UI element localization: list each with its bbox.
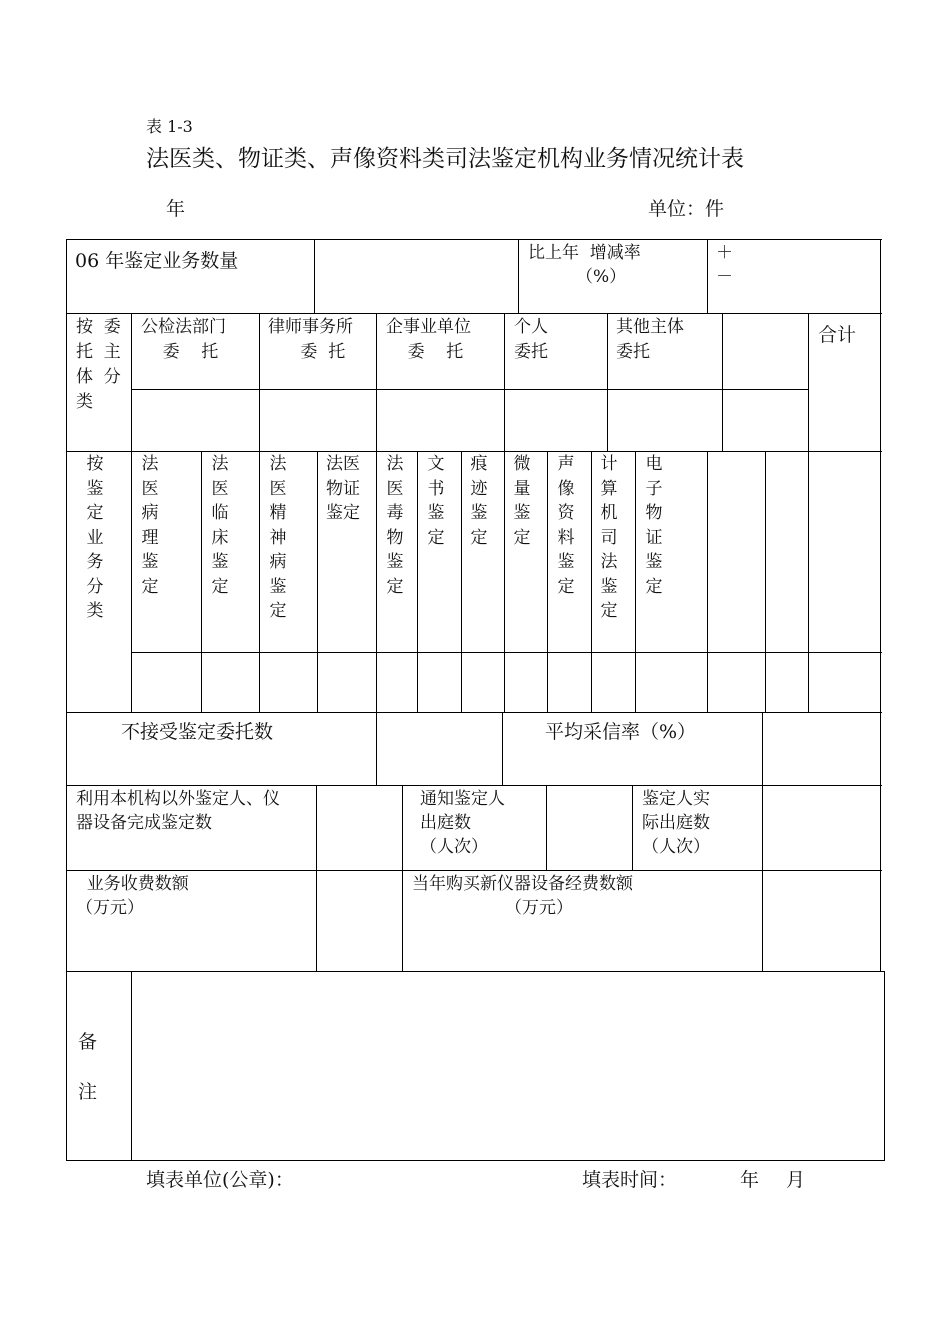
business-volume-label: 06 年鉴定业务数量 [75,250,239,272]
client-col-individual-sub: 委托 [514,342,548,362]
table-number: 表 1-3 [146,117,193,136]
type-col-forensic-toxicology: 法医毒物鉴定 [386,454,404,597]
business-fee-label-1: 业务收费数额 [76,874,189,894]
client-col-other-sub: 委托 [616,342,650,362]
type-col-document: 文书鉴定 [427,454,445,548]
actual-appearance-label-3: （人次） [642,837,710,857]
client-col-public-security: 公检法部门 [141,317,226,337]
notified-appearance-label-3: （人次） [420,837,488,857]
type-col-audio-video: 声像资料鉴定 [557,454,575,597]
external-resources-label-1: 利用本机构以外鉴定人、仪 [76,789,280,809]
rejected-entrustments-value[interactable] [377,713,502,785]
average-adoption-rate-value[interactable] [763,713,880,785]
by-type-label: 按鉴定业务分类 [86,454,104,621]
type-col-electronic-evidence: 电子物证鉴定 [645,454,663,597]
client-col-individual: 个人 [514,317,548,337]
value-cell[interactable] [723,390,808,451]
value-cell[interactable] [377,390,504,451]
plus-sign: ＋ [716,243,733,263]
fill-time-label: 填表时间： [582,1169,678,1191]
remarks-label-1: 备 [78,1031,98,1053]
equipment-funds-label-1: 当年购买新仪器设备经费数额 [412,874,633,894]
minus-sign: － [716,267,733,287]
type-col-forensic-pathology: 法医病理鉴定 [141,454,159,597]
growth-rate-unit: （%） [576,267,627,287]
client-col-enterprise-sub: 委 托 [386,342,464,362]
average-adoption-rate-label: 平均采信率（%） [545,721,697,743]
type-col-computer: 计算机司法鉴定 [600,454,618,621]
type-col-micro: 微量鉴定 [513,454,531,548]
type-col-trace: 痕迹鉴定 [470,454,488,548]
client-col-public-security-sub: 委 托 [141,342,219,362]
client-col-other: 其他主体 [616,317,684,337]
client-col-enterprise: 企事业单位 [386,317,471,337]
unit-label: 单位：件 [648,198,725,220]
value-cell[interactable] [260,390,376,451]
business-fee-label-2: （万元） [76,898,144,918]
page-title: 法医类、物证类、声像资料类司法鉴定机构业务情况统计表 [146,146,744,172]
remarks-field[interactable] [132,972,884,1160]
value-cell[interactable] [505,390,607,451]
fill-year-label: 年 [740,1169,760,1191]
by-client-label-2: 托 主 [76,342,121,362]
client-col-law-firm-sub: 委 托 [268,342,346,362]
value-cell[interactable] [608,390,722,451]
year-label: 年 [166,198,186,220]
client-col-law-firm: 律师事务所 [268,317,353,337]
fill-unit-label: 填表单位(公章)： [146,1169,294,1191]
by-client-label-4: 类 [76,392,93,412]
value-cell[interactable] [132,390,259,451]
growth-rate-label: 比上年 增减率 [528,243,641,263]
by-client-label-3: 体 分 [76,367,121,387]
notified-appearance-label-2: 出庭数 [420,813,471,833]
notified-appearance-label-1: 通知鉴定人 [420,789,505,809]
remarks-label-2: 注 [78,1081,98,1103]
equipment-funds-label-2: （万元） [505,898,573,918]
type-col-forensic-psychiatry: 法医精神病鉴定 [269,454,287,621]
rejected-entrustments-label: 不接受鉴定委托数 [121,721,274,743]
type-col-forensic-clinical: 法医临床鉴定 [211,454,229,597]
actual-appearance-label-1: 鉴定人实 [642,789,710,809]
actual-appearance-label-2: 际出庭数 [642,813,710,833]
fill-month-label: 月 [786,1169,806,1191]
total-label: 合计 [818,324,857,346]
type-col-forensic-evidence: 法医物证鉴定 [326,454,360,523]
business-volume-value[interactable] [315,240,518,313]
by-client-label-1: 按 委 [76,317,121,337]
external-resources-label-2: 器设备完成鉴定数 [76,813,212,833]
